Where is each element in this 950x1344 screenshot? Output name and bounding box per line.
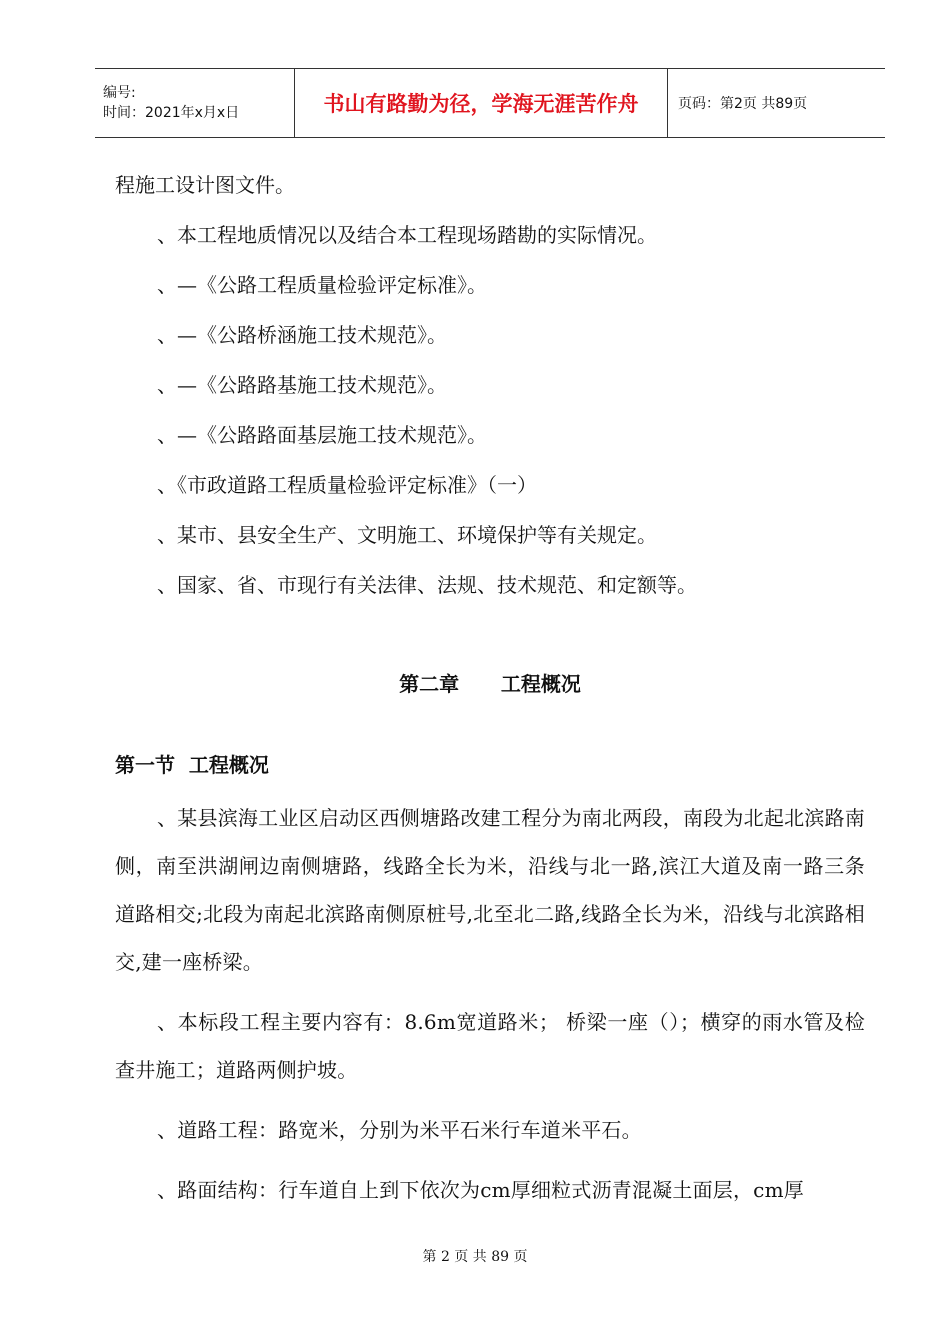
body-paragraph: 、本标段工程主要内容有：8.6m宽道路米； 桥梁一座（）；横穿的雨水管及检查井施工；道路两侧护坡。: [115, 1010, 865, 1082]
body-paragraph: 、路面结构：行车道自上到下依次为cm厚细粒式沥青混凝土面层，cm厚: [157, 1178, 804, 1202]
body-paragraph: 、某县滨海工业区启动区西侧塘路改建工程分为南北两段，南段为北起北滨路南侧，南至洪湖闸边南侧塘路，线路全长为米，沿线与北一路,滨江大道及南一路三条道路相交;北段为南起北滨路南侧原桩号,北至北二路,线路全长为米，沿线与北滨路相交,建一座桥梁。: [115, 806, 865, 974]
document-header: [95, 68, 885, 138]
page-footer: 第 2 页 共 89 页: [422, 1249, 528, 1265]
body-line: 、—《公路路基施工技术规范》。: [157, 373, 447, 397]
body-line: 、本工程地质情况以及结合本工程现场踏勘的实际情况。: [157, 223, 657, 247]
header-page-label: 页码：第2页 共89页: [678, 96, 808, 112]
document-time-label: 时间：2021年x月x日: [103, 105, 240, 121]
body-line: 、某市、县安全生产、文明施工、环境保护等有关规定。: [157, 523, 657, 547]
body-line: 、—《公路工程质量检验评定标准》。: [157, 273, 487, 297]
body-line: 、国家、省、市现行有关法律、法规、技术规范、和定额等。: [157, 573, 697, 597]
chapter-title: 第二章 工程概况: [399, 672, 581, 696]
document-number-label: 编号:: [103, 85, 136, 101]
body-line: 程施工设计图文件。: [115, 173, 295, 197]
body-line: 、—《公路桥涵施工技术规范》。: [157, 323, 447, 347]
header-meta: [95, 69, 295, 137]
body-paragraph: 、道路工程：路宽米，分别为米平石米行车道米平石。: [157, 1118, 642, 1142]
document-body: [115, 160, 865, 1214]
section-title: 第一节 工程概况: [115, 753, 269, 777]
body-line: 、—《公路路面基层施工技术规范》。: [157, 423, 487, 447]
header-motto: 书山有路勤为径，学海无涯苦作舟: [295, 69, 668, 137]
body-line: 、《市政道路工程质量检验评定标准》（一）: [157, 473, 537, 497]
